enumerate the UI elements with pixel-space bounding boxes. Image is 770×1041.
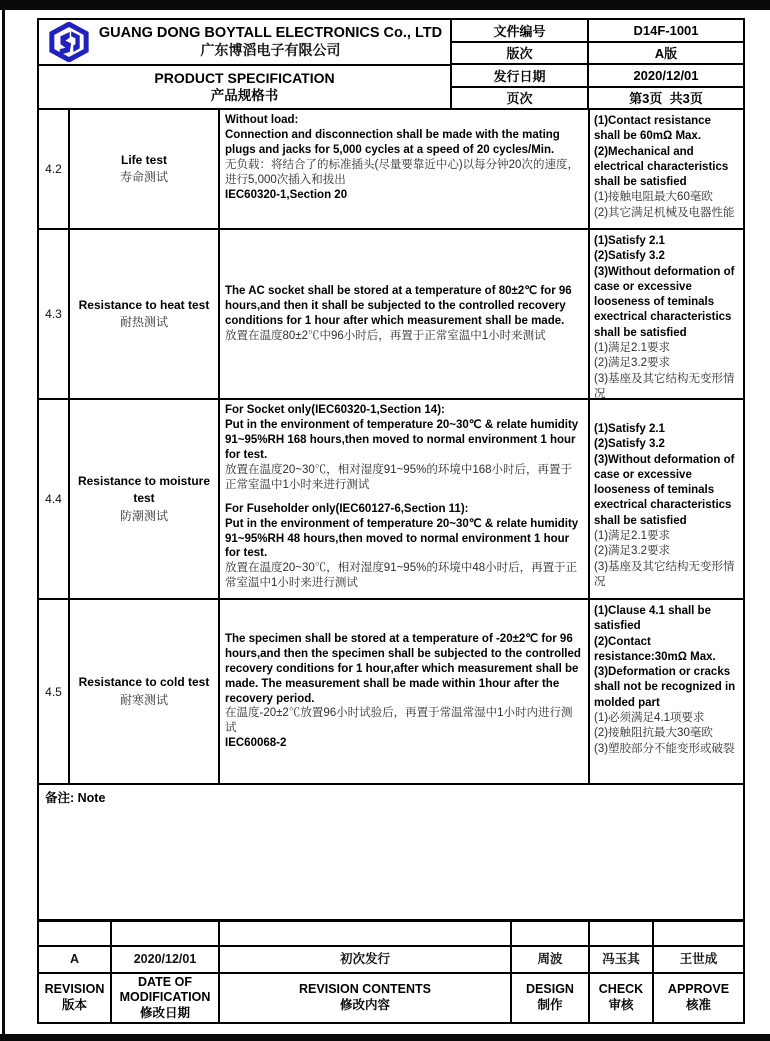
spec-row-number: 4.4 (39, 400, 70, 598)
revision-contents: 初次发行 (220, 947, 512, 972)
text-line: 无负载：将结合了的标准插头(尽量要靠近中心)以每分钟20次的速度，进行5,000次插入和拔出 (225, 158, 579, 186)
spec-row-4-4 (39, 400, 743, 600)
doc-issue-date-label: 发行日期 (452, 65, 589, 86)
page-bottom-border (0, 1034, 770, 1041)
text-line: (3)基座及其它结构无变形情况 (594, 560, 735, 588)
doc-info-row (452, 20, 743, 43)
test-name-cn: 防潮测试 (119, 508, 168, 523)
text-line: 放置在温度20~30℃，相对湿度91~95%的环境中48小时后，再置于正常室温中1小时来进行测试 (225, 562, 578, 590)
page-top-border (0, 0, 770, 10)
revision-empty-cell (512, 922, 590, 945)
header-left (39, 20, 452, 108)
revision-empty-cell (654, 922, 743, 945)
text-line: (1)满足2.1要求 (594, 341, 671, 354)
revision-entry-row (39, 947, 743, 974)
text-line: For Fuseholder only(IEC60127-6,Section 11): (225, 502, 469, 515)
spec-row-4-5 (39, 600, 743, 785)
text-line: Without load: (225, 114, 299, 126)
company-block (39, 20, 450, 66)
spec-row-number: 4.2 (39, 110, 70, 228)
spec-row-number: 4.5 (39, 600, 70, 783)
text-line: (2)接触阻抗最大30毫欧 (594, 727, 713, 740)
revision-header-contents (220, 974, 512, 1022)
revision-empty-cell (590, 922, 654, 945)
text-line: 在温度-20±2℃放置96小时试验后，再置于常温常湿中1小时内进行测试 (225, 707, 573, 735)
text-line: REVISION (44, 982, 105, 997)
spec-test-requirement (590, 400, 743, 598)
text-line: (3)Without deformation of case or excessive looseness of teminals exectrical characteristics shall be satisfied (594, 265, 735, 339)
text-line: (3)塑胶部分不能变形或破裂 (594, 742, 735, 755)
spec-row-4-3 (39, 230, 743, 400)
spec-test-description (220, 600, 590, 783)
company-name-cn: 广东博滔电子有限公司 (200, 42, 341, 59)
text-line: (2)Satisfy 3.2 (594, 250, 665, 263)
test-name-cn: 耐寒测试 (119, 692, 168, 707)
text-line: DESIGN (526, 982, 574, 997)
text-line: (1)接触电阻最大60毫欧 (594, 191, 713, 204)
text-line: REVISION CONTENTS (299, 982, 431, 997)
text-line: 制作 (537, 998, 563, 1012)
doc-info-table (452, 20, 743, 108)
text-line: (1)Contact resistance shall be 60mΩ Max. (594, 115, 711, 143)
document-title (39, 66, 450, 108)
spec-row-number: 4.3 (39, 230, 70, 398)
document-title-en: PRODUCT SPECIFICATION (154, 70, 335, 87)
text-line: 审核 (608, 998, 634, 1012)
text-line: For Socket only(IEC60320-1,Section 14): (225, 404, 445, 416)
spec-test-name (70, 230, 220, 398)
text-line: (1)Satisfy 2.1 (594, 235, 665, 247)
spec-test-description (220, 400, 590, 598)
spec-test-name (70, 600, 220, 783)
text-line: (2)Satisfy 3.2 (594, 438, 665, 451)
doc-version-value: A版 (654, 46, 678, 62)
revision-header-version (39, 974, 112, 1022)
revision-empty-cell (39, 922, 112, 945)
revision-design: 周波 (512, 947, 590, 972)
text-line: (2)满足3.2要求 (594, 357, 671, 370)
spec-test-name (70, 110, 220, 228)
revision-empty-cell (220, 922, 512, 945)
text-line (225, 493, 582, 502)
doc-info-row (452, 88, 743, 109)
doc-number-value: D14F-1001 (633, 22, 699, 38)
revision-empty-cell (112, 922, 220, 945)
company-logo-icon (47, 22, 91, 62)
text-line: (2)满足3.2要求 (594, 545, 671, 558)
note-label: 备注: Note (45, 791, 106, 805)
text-line: IEC60320-1,Section 20 (225, 188, 348, 201)
doc-page-value: 第3页 共3页 (629, 91, 703, 107)
test-name-cn: 寿命测试 (119, 170, 168, 184)
spec-test-description (220, 110, 590, 228)
revision-header-check (590, 974, 654, 1022)
text-line: 修改日期 (139, 1005, 190, 1020)
revision-date: 2020/12/01 (112, 947, 220, 972)
text-line: 核准 (685, 998, 711, 1012)
doc-version-label: 版次 (452, 43, 589, 64)
doc-info-row (452, 65, 743, 88)
text-line: Connection and disconnection shall be made with the mating plugs and jacks for 5,000 cycles at a speed of 20 cycles/Min. (225, 128, 560, 156)
doc-info-row (452, 43, 743, 66)
revision-header-row (39, 974, 743, 1022)
text-line: (3)Deformation or cracks shall not be recognized in molded part (594, 666, 736, 709)
revision-check: 冯玉其 (590, 947, 654, 972)
spec-sheet (37, 18, 745, 1024)
doc-page-label: 页次 (452, 88, 589, 109)
spec-row-4-2 (39, 110, 743, 230)
company-name (91, 24, 450, 60)
doc-issue-date-value: 2020/12/01 (633, 67, 699, 83)
text-line: CHECK (598, 982, 644, 997)
test-name-cn: 耐热测试 (119, 315, 168, 329)
text-line: (2)Mechanical and electrical characteristics shall be satisfied (594, 145, 729, 189)
text-line: (3)基座及其它结构无变形情况 (594, 372, 735, 400)
text-line: MODIFICATION (119, 990, 211, 1005)
text-line: (2)其它满足机械及电器性能 (594, 206, 735, 219)
text-line: (1)必须满足4.1项要求 (594, 711, 705, 724)
document-header (39, 20, 743, 110)
spec-test-name (70, 400, 220, 598)
text-line: DATE OF (138, 974, 192, 989)
spec-test-requirement (590, 230, 743, 398)
revision-header-date (112, 974, 220, 1022)
text-line: (3)Without deformation of case or excessive looseness of teminals exectrical characteristics shall be satisfied (594, 453, 735, 527)
spec-test-description (220, 230, 590, 398)
revision-approve: 王世成 (679, 951, 718, 966)
text-line: The specimen shall be stored at a temperature of -20±2℃ for 96 hours,and then the specimen shall be subjected to the controlled recovery conditions for 1 hour,after which measurement shall be made. The measurement shall be made within 1hour after the recovery period. (225, 632, 581, 705)
text-line: (1)满足2.1要求 (594, 529, 671, 542)
text-line: The AC socket shall be stored at a temperature of 80±2℃ for 96 hours,and then it shall be subjected to the controlled recovery conditions for 1 hour after which measurement shall be made. (225, 285, 572, 327)
test-name-en: Resistance to cold test (78, 675, 210, 690)
document-title-cn: 产品规格书 (210, 88, 279, 104)
text-line: (1)Clause 4.1 shall be satisfied (594, 605, 711, 633)
revision-empty-row (39, 922, 743, 947)
spec-test-requirement (590, 110, 743, 228)
page-left-border (2, 10, 5, 1034)
company-name-en: GUANG DONG BOYTALL ELECTRONICS Co., LTD (98, 25, 443, 42)
test-name-en: Life test (120, 152, 167, 167)
text-line: IEC60068-2 (225, 737, 287, 750)
doc-number-label: 文件编号 (452, 20, 589, 41)
revision-version: A (39, 947, 112, 972)
spec-test-requirement (590, 600, 743, 783)
revision-header-design (512, 974, 590, 1022)
text-line: (1)Satisfy 2.1 (594, 423, 665, 435)
text-line: Put in the environment of temperature 20~30℃ & relate humidity 91~95%RH 168 hours,then moved to normal environment 1 hour for test. (225, 418, 579, 461)
text-line: (2)Contact resistance:30mΩ Max. (594, 635, 716, 663)
text-line: APPROVE (667, 982, 730, 997)
text-line: 版本 (61, 998, 87, 1012)
test-name-en: Resistance to moisture test (77, 473, 211, 506)
text-line: 修改内容 (339, 998, 390, 1012)
test-name-en: Resistance to heat test (78, 297, 210, 312)
revision-header-approve (654, 974, 743, 1022)
text-line: 放置在温度20~30℃，相对湿度91~95%的环境中168小时后，再置于正常室温中1小时来进行测试 (225, 463, 573, 491)
text-line: Put in the environment of temperature 20~30℃ & relate humidity 91~95%RH 48 hours,then moved to normal environment 1 hour for test. (225, 517, 579, 560)
text-line: 放置在温度80±2℃中96小时后，再置于正常室温中1小时来测试 (225, 329, 546, 342)
note-section (39, 785, 743, 922)
